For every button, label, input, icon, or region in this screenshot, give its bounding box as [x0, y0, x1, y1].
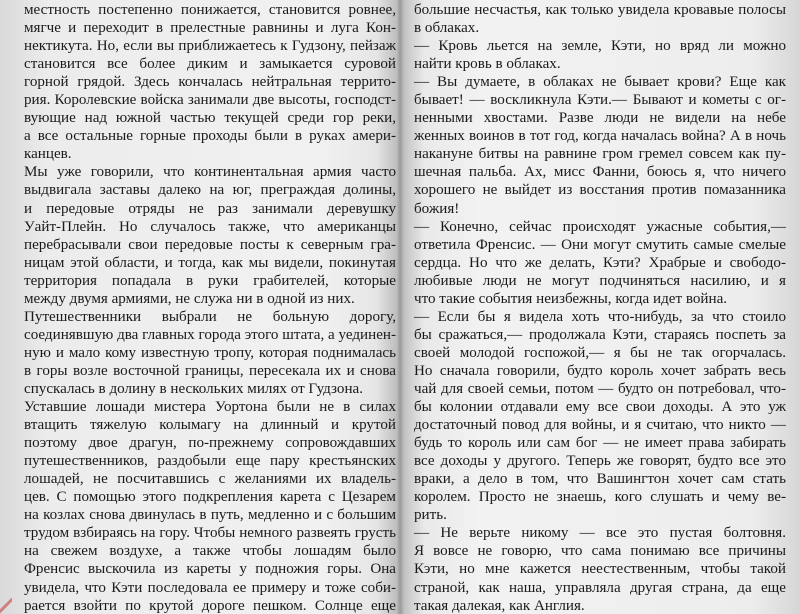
text-line: королем. Просто не знаешь, кого слушать и чему ве-: [414, 489, 786, 506]
text-line: бы колонии отдавали ему все свои доходы. А это уж: [414, 399, 786, 416]
text-line: Но сначала говорили, будто король хочет забрать весь: [414, 362, 786, 379]
text-line: лошадей, не посчитавшись с желаниями их владель-: [24, 471, 396, 488]
text-line: бы сражаться,— продолжала Кэти, стараясь поспеть за: [414, 326, 786, 343]
text-line: своей молодой госпожой,— я бы не так огорчалась.: [414, 344, 786, 361]
text-line: рается взойти по крутой дороге пешком. Солнце еще: [24, 597, 396, 614]
text-line: местность постепенно понижается, становится ровнее,: [24, 2, 396, 18]
text-line: — Конечно, сейчас происходят ужасные события,—: [414, 218, 786, 235]
text-line: Френсис выскочила из кареты у подножия горы. Она: [24, 561, 396, 578]
text-line: увидела, что Кэти последовала ее примеру и тоже соби-: [24, 579, 396, 596]
text-line: большие несчастья, как только увидела кровавые полосы: [414, 2, 786, 18]
text-line: становится все более диким и замыкается суровой: [24, 56, 396, 73]
left-page: [24, 0, 396, 614]
text-line: любивые люди не могут подчиняться насилию, и я: [414, 272, 786, 289]
text-line: Уставшие лошади мистера Уортона были не в силах: [24, 399, 396, 416]
text-line: трудом взбираясь на гору. Чтобы немного развеять грусть: [24, 525, 396, 542]
text-line: канцев.: [24, 146, 72, 163]
text-line: рить.: [414, 507, 447, 524]
text-line: а все остальные горные проходы были в руках амери-: [24, 128, 396, 145]
text-line: и передовые отряды не раз занимали деревушку: [24, 200, 396, 217]
page-corner-mark: [0, 598, 12, 614]
text-line: в облаках.: [414, 20, 480, 37]
text-line: женных воинов в тот год, когда началась война? А в ночь: [414, 128, 786, 145]
text-line: хорошего не выйдет из восстания против помазанника: [414, 182, 786, 199]
text-line: чай для своей семьи, потом — будто он потребовал, что-: [414, 380, 786, 397]
text-line: выдвигала заставы далеко на юг, преграждая долины,: [24, 182, 396, 199]
text-line: поэтому двое драгун, по-прежнему сопровождавших: [24, 435, 396, 452]
text-line: в горы возле восточной границы, пересекала их и снова: [24, 362, 396, 379]
text-line: божия!: [414, 200, 460, 217]
text-line: — Если бы я видела хоть что-нибудь, за что стоило: [414, 308, 786, 325]
left-page-text: [24, 1, 396, 614]
text-line: соединявшую два главных города этого штата, а уединен-: [24, 326, 396, 343]
right-page-text: [414, 1, 786, 614]
text-line: на свежем воздухе, а также чтобы лошадям было: [24, 543, 396, 560]
text-line: горной грядой. Здесь кончалась нейтральная террито-: [24, 74, 396, 91]
text-line: Кэти, но мне кажется неестественным, чтобы такой: [414, 561, 786, 578]
text-line: рия. Королевские войска занимали две высоты, господст-: [24, 92, 396, 109]
text-line: все доходы у другого. Теперь же говорят, будто все это: [414, 453, 786, 470]
text-line: Я вовсе не говорю, что сама понимаю все причины: [414, 543, 786, 560]
right-page: [414, 0, 786, 614]
text-line: — Кровь льется на земле, Кэти, но вряд ли можно: [414, 38, 786, 55]
text-line: Уайт-Плейн. Но случалось также, что американцы: [24, 218, 396, 235]
text-line: — Не верьте никому — все это пустая болтовня.: [414, 525, 786, 542]
text-line: страной, как наша, управляла другая страна, да еще: [414, 579, 786, 596]
text-line: Путешественники выбрали не больную дорогу,: [24, 308, 396, 325]
text-line: — Вы думаете, в облаках не бывает крови? Еще как: [414, 74, 786, 91]
text-line: Мы уже говорили, что континентальная армия часто: [24, 164, 396, 181]
text-line: найти кровь в облаках.: [414, 56, 561, 73]
text-line: путешественников, раздобыли еще пару крестьянских: [24, 453, 396, 470]
text-line: шечная пальба. Ах, мисс Фанни, боюсь я, что ничего: [414, 164, 786, 181]
text-line: достаточный повод для войны, и я считаю, что никто —: [414, 417, 786, 434]
text-line: сердца. Но что же делать, Кэти? Храбрые и свободо-: [414, 254, 786, 271]
text-line: на козлах снова двинулась в путь, медленно и с большим: [24, 507, 396, 524]
text-line: нектикута. Но, если вы приближаетесь к Гудзону, пейзаж: [24, 38, 396, 55]
text-line: цев. С помощью этого подкрепления карета с Цезарем: [24, 489, 396, 506]
text-line: бывает! — воскликнула Кэти.— Бывают и кометы с ог-: [414, 92, 786, 109]
text-line: втащить тяжелую колымагу на длинный и крутой: [24, 417, 396, 434]
text-line: такая далекая, как Англия.: [414, 597, 585, 614]
text-line: перебрасывали свои передовые посты к северным гра-: [24, 236, 396, 253]
text-line: враки, а дело в том, что Вашингтон хочет сам стать: [414, 471, 786, 488]
text-line: будь то король или сам бог — не имеет права забирать: [414, 435, 786, 452]
text-line: ницам этой области, и тогда, как мы видели, покинутая: [24, 254, 396, 271]
text-line: между двумя армиями, не служа ни в одной из них.: [24, 290, 355, 307]
text-line: что такие события неизбежны, когда идет война.: [414, 290, 728, 307]
text-line: мягче и переходит в прелестные равнины и луга Кон-: [24, 20, 396, 37]
text-line: спускалась в долину в нескольких милях от Гудзона.: [24, 380, 364, 397]
text-line: ненными хвостами. Разве люди не видели на небе: [414, 110, 786, 127]
text-line: территория попадала в руки грабителей, которые: [24, 272, 396, 289]
text-line: ответила Френсис. — Они могут смутить самые смелые: [414, 236, 786, 253]
text-line: накануне битвы на равнине гром гремел совсем как пу-: [414, 146, 786, 163]
text-line: вующие над южной частью текущей среди гор реки,: [24, 110, 396, 127]
text-line: ную и мало кому известную тропу, которая поднималась: [24, 344, 396, 361]
